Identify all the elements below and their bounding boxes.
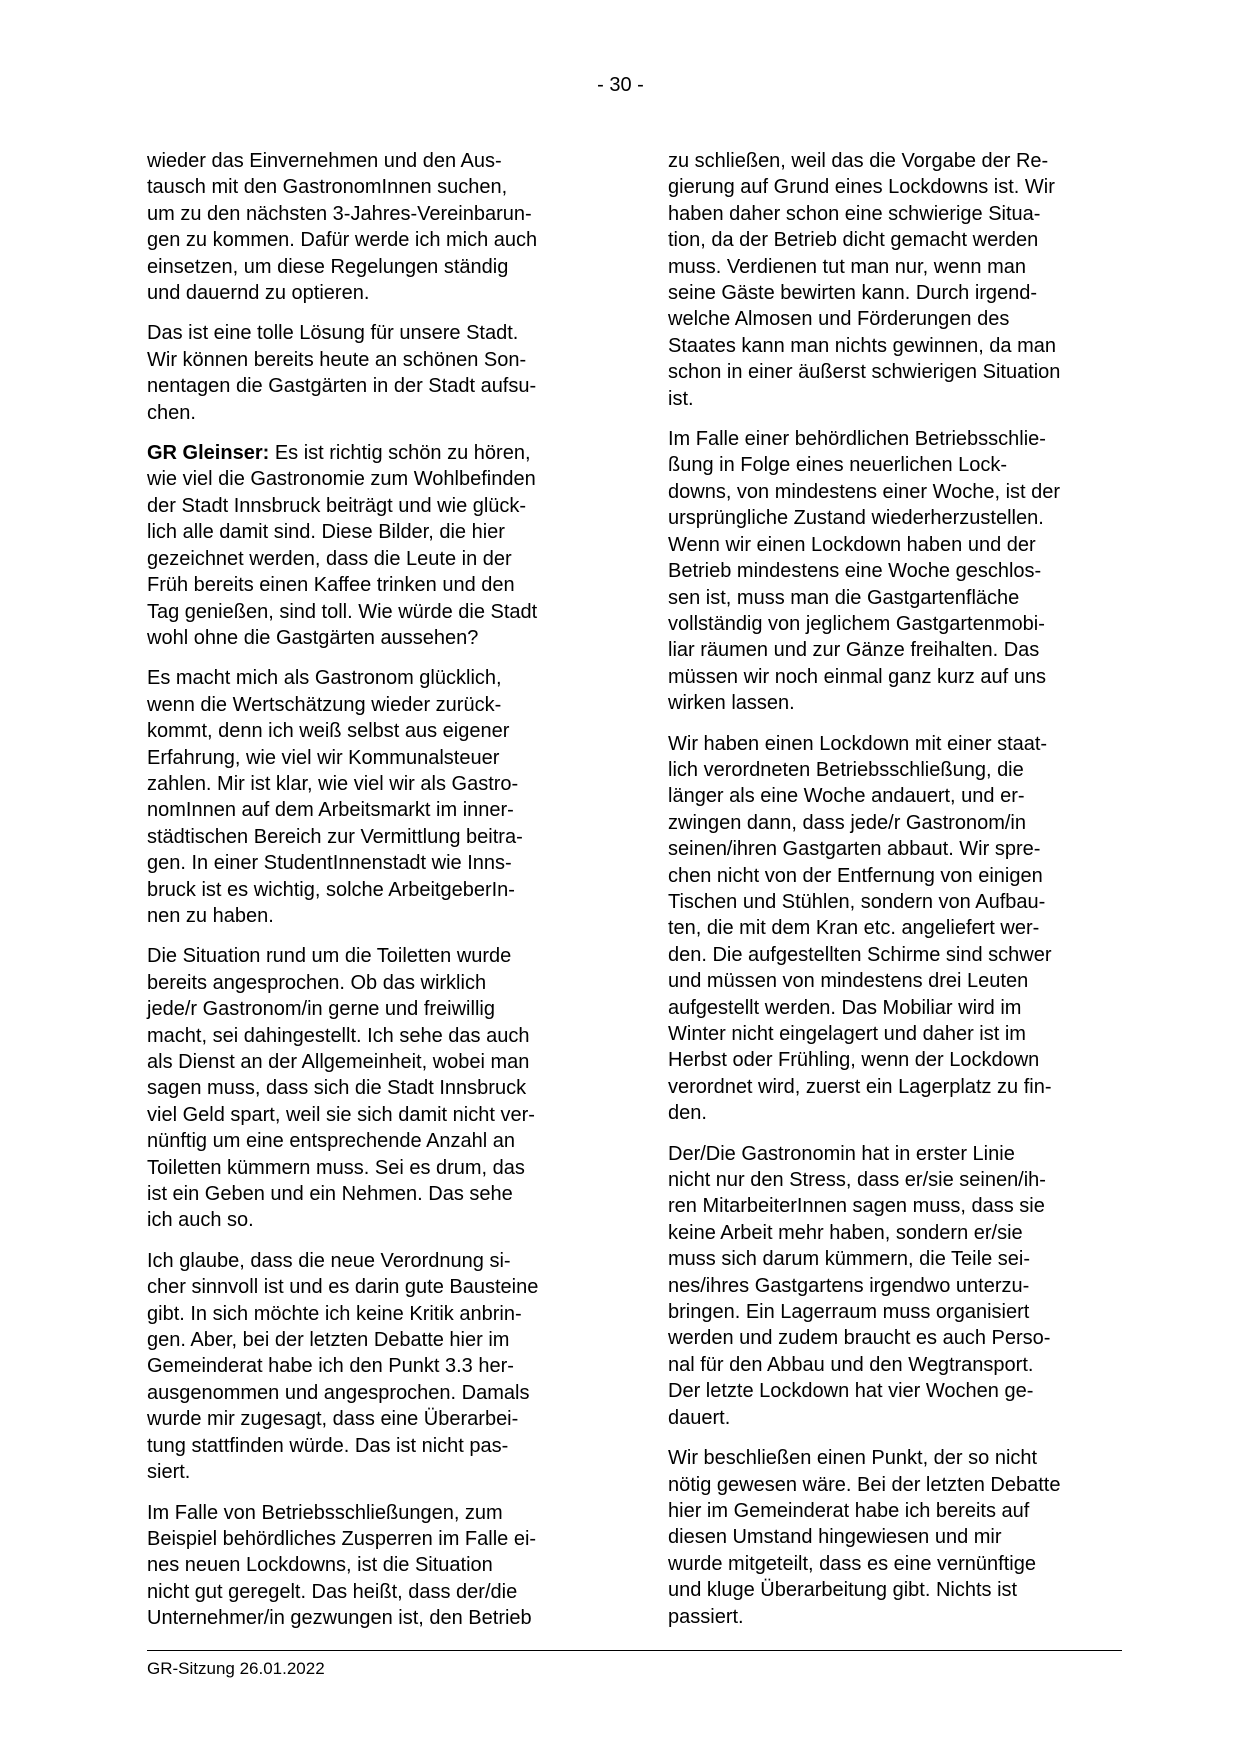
page-number: - 30 - [597,74,644,96]
text-line: bringen. Ein Lagerraum muss organisiert [668,1301,1030,1324]
text-line: zahlen. Mir ist klar, wie viel wir als Gastro- [147,772,519,795]
text-line: nes neuen Lockdowns, ist die Situation [147,1554,493,1577]
text-line: als Dienst an der Allgemeinheit, wobei man [147,1051,530,1073]
text-line: verordnet wird, zuerst ein Lagerplatz zu fin- [668,1075,1052,1098]
text-line: Der/Die Gastronomin hat in erster Linie [668,1142,1015,1165]
text-line: nentagen die Gastgärten in der Stadt aufsu- [147,375,537,398]
text-line: den. Die aufgestellten Schirme sind schwer [668,943,1052,966]
text-line: Wir können bereits heute an schönen Son- [147,348,527,371]
text-line: welche Almosen und Förderungen des [668,308,1010,331]
paragraph [147,943,605,1233]
paragraph [668,426,1128,716]
text-line: städtischen Bereich zur Vermittlung beitra- [147,825,523,848]
paragraph [147,1500,605,1632]
speaker-name: GR Gleinser: [147,442,270,465]
speaker-text: Es ist richtig schön zu hören, [269,442,531,465]
text-line: Wenn wir einen Lockdown haben und der [668,533,1036,556]
text-line: sen ist, muss man die Gastgartenfläche [668,586,1020,609]
text-line: Wir haben einen Lockdown mit einer staat- [668,732,1048,755]
text-line: der Stadt Innsbruck beiträgt und wie glück- [147,494,527,517]
text-line: nal für den Abbau und den Wegtransport. [668,1353,1034,1376]
text-line: Früh bereits einen Kaffee trinken und den [147,574,515,597]
text-line: und kluge Überarbeitung gibt. Nichts ist [668,1579,1018,1602]
text-line: und müssen von mindestens drei Leuten [668,970,1029,993]
text-line: Beispiel behördliches Zusperren im Falle ei- [147,1527,537,1550]
text-line: Gemeinderat habe ich den Punkt 3.3 her- [147,1355,514,1378]
text-line: nicht nur den Stress, dass er/sie seinen/ih- [668,1169,1046,1192]
text-line: bereits angesprochen. Ob das wirklich [147,971,487,994]
text-line: passiert. [668,1605,744,1628]
paragraph [147,665,605,929]
text-line: macht, sei dahingestellt. Ich sehe das auch [147,1024,530,1047]
text-line: Winter nicht eingelagert und daher ist im [668,1023,1026,1045]
text-line: Im Falle von Betriebsschließungen, zum [147,1501,503,1524]
text-line: lich alle damit sind. Diese Bilder, die hier [147,521,505,544]
text-line: und dauernd zu optieren. [147,282,370,305]
text-line: gen zu kommen. Dafür werde ich mich auch [147,229,538,252]
text-line: tung stattfinden würde. Das ist nicht pas- [147,1434,509,1457]
text-line: werden und zudem braucht es auch Perso- [668,1327,1051,1350]
text-line: ten, die mit dem Kran etc. angeliefert wer- [668,917,1040,940]
text-line: gezeichnet werden, dass die Leute in der [147,547,512,570]
text-line: wurde mir zugesagt, dass eine Überarbei- [147,1408,519,1431]
text-line: Der letzte Lockdown hat vier Wochen ge- [668,1380,1034,1403]
text-line: Staates kann man nichts gewinnen, da man [668,334,1057,357]
text-line: muss sich darum kümmern, die Teile sei- [668,1248,1030,1271]
paragraph [668,1445,1128,1630]
text-line: Es macht mich als Gastronom glücklich, [147,667,502,690]
text-line: dauert. [668,1406,731,1429]
text-line: tion, da der Betrieb dicht gemacht werden [668,229,1039,252]
text-line: zwingen dann, dass jede/r Gastronom/in [668,811,1026,834]
text-line: nen zu haben. [147,904,274,927]
text-line: sagen muss, dass sich die Stadt Innsbruck [147,1077,527,1100]
text-line: um zu den nächsten 3-Jahres-Vereinbarun- [147,202,532,225]
text-line: Betrieb mindestens eine Woche geschlos- [668,560,1042,583]
text-line: nötig gewesen wäre. Bei der letzten Debatte [668,1473,1061,1496]
text-line: jede/r Gastronom/in gerne und freiwillig [147,998,495,1021]
text-line: chen. [147,401,196,424]
text-line: Im Falle einer behördlichen Betriebsschlie- [668,428,1046,451]
text-line: schon in einer äußerst schwierigen Situation [668,361,1061,384]
text-line: nomInnen auf dem Arbeitsmarkt im inner- [147,799,514,822]
right-column [668,148,1128,1644]
text-line: Tischen und Stühlen, sondern von Aufbau- [668,890,1046,913]
paragraph [668,1141,1128,1431]
text-line: zu schließen, weil das die Vorgabe der Re- [668,150,1049,172]
text-line [147,440,605,466]
text-line: haben daher schon eine schwierige Situa- [668,202,1041,225]
text-line: wohl ohne die Gastgärten aussehen? [147,626,479,649]
text-line: lich verordneten Betriebsschließung, die [668,758,1024,781]
text-line: länger als eine Woche andauert, und er- [668,785,1025,808]
text-line: ich auch so. [147,1209,254,1232]
text-line: keine Arbeit mehr haben, sondern er/sie [668,1221,1023,1244]
paragraph [668,148,1128,412]
text-line: diesen Umstand hingewiesen und mir [668,1526,1002,1549]
text-line: Erfahrung, wie viel wir Kommunalsteuer [147,746,500,769]
text-line: nicht gut geregelt. Das heißt, dass der/die [147,1580,518,1603]
text-line: tausch mit den GastronomInnen suchen, [147,176,508,199]
text-line: einsetzen, um diese Regelungen ständig [147,255,509,278]
text-line: nünftig um eine entsprechende Anzahl an [147,1130,516,1153]
text-line: Toiletten kümmern muss. Sei es drum, das [147,1156,525,1179]
text-line: cher sinnvoll ist und es darin gute Bausteine [147,1276,539,1299]
text-line: gen. Aber, bei der letzten Debatte hier im [147,1329,510,1352]
text-line: wurde mitgeteilt, dass es eine vernünftige [668,1552,1036,1575]
text-line: wieder das Einvernehmen und den Aus- [147,150,502,172]
text-line: Unternehmer/in gezwungen ist, den Betrieb [147,1607,532,1630]
text-line: Die Situation rund um die Toiletten wurde [147,945,512,968]
text-line: Herbst oder Frühling, wenn der Lockdown [668,1049,1040,1072]
text-line: den. [668,1102,707,1125]
text-line: bruck ist es wichtig, solche ArbeitgeberIn- [147,878,515,901]
text-line: vollständig von jeglichem Gastgartenmobi- [668,612,1045,635]
text-line: wenn die Wertschätzung wieder zurück- [147,693,502,716]
text-line: siert. [147,1461,191,1484]
text-line: gierung auf Grund eines Lockdowns ist. Wir [668,176,1055,199]
footer-divider [147,1650,1122,1651]
text-line: seine Gäste bewirten kann. Durch irgend- [668,282,1038,305]
text-line: Das ist eine tolle Lösung für unsere Stadt. [147,322,519,345]
text-line: chen nicht von der Entfernung von einigen [668,864,1043,887]
paragraph [147,148,605,306]
text-line: aufgestellt werden. Das Mobiliar wird im [668,996,1022,1019]
text-line: ursprüngliche Zustand wiederherzustellen. [668,507,1044,530]
text-line: wie viel die Gastronomie zum Wohlbefinden [147,468,536,491]
text-line: downs, von mindestens einer Woche, ist der [668,480,1061,503]
text-line: Wir beschließen einen Punkt, der so nicht [668,1447,1038,1470]
text-line: nes/ihres Gastgartens irgendwo unterzu- [668,1274,1030,1297]
text-line: gen. In einer StudentInnenstadt wie Inns- [147,852,512,875]
text-line: ausgenommen und angesprochen. Damals [147,1381,530,1404]
text-line: gibt. In sich möchte ich keine Kritik anbrin- [147,1302,522,1325]
text-line: ist ein Geben und ein Nehmen. Das sehe [147,1183,513,1206]
text-line: Ich glaube, dass die neue Verordnung si- [147,1249,511,1272]
text-line: viel Geld spart, weil sie sich damit nicht ver- [147,1103,535,1126]
text-line: hier im Gemeinderat habe ich bereits auf [668,1499,1030,1522]
text-line: wirken lassen. [668,692,795,715]
left-column [147,148,605,1646]
text-line: liar räumen und zur Gänze freihalten. Das [668,639,1040,662]
text-line: muss. Verdienen tut man nur, wenn man [668,255,1026,278]
text-line: müssen wir noch einmal ganz kurz auf uns [668,665,1046,688]
text-line: ist. [668,387,694,410]
footer-session-date: GR-Sitzung 26.01.2022 [147,1659,325,1678]
text-line: Tag genießen, sind toll. Wie würde die Stadt [147,600,538,623]
paragraph [147,440,605,651]
text-line: seinen/ihren Gastgarten abbaut. Wir spre- [668,838,1041,861]
paragraph [668,731,1128,1127]
paragraph [147,320,605,426]
text-line: ren MitarbeiterInnen sagen muss, dass sie [668,1195,1045,1218]
paragraph [147,1248,605,1486]
text-line: ßung in Folge eines neuerlichen Lock- [668,454,1008,477]
text-line: kommt, denn ich weiß selbst aus eigener [147,720,510,743]
